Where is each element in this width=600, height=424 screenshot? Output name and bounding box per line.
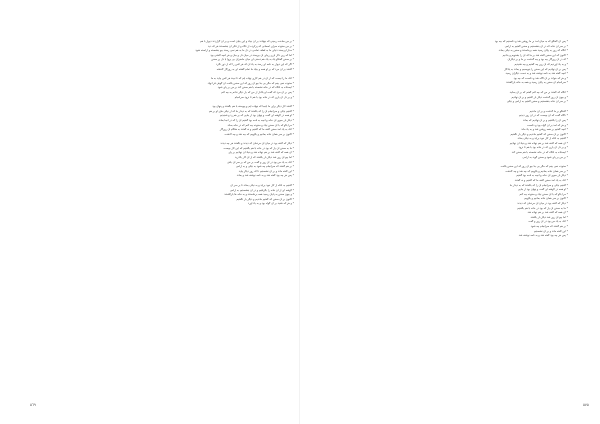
text-line: * پس بر آن مرد که گفت او بگذار از من که بار دیگر ندانم به چه کنم <box>221 90 294 94</box>
text-line: * گفتیم به آنکه از کار خود برآید و به نیکی بماند <box>517 137 568 141</box>
paragraph <box>318 91 568 105</box>
text-line: * ناگاه گفت که آن چیست که در آن روز دیدیم <box>518 114 568 118</box>
text-line: * پس بر آن نهادیم که این سخن را بنویسیم و بماند به یادگار <box>504 67 568 71</box>
text-line: * این گفته ماند و بر آن نشستیم تا که روز دیگر بیاید <box>238 169 294 173</box>
text-line: * و هر که شنید بر آن گواه بود و به یاد آورد <box>247 202 294 206</box>
text-line: * گفتیم نیکی و سرانجام آن را که بگفتند که به دیدار ما <box>509 183 568 187</box>
text-line: * گفتیم نیکی و سرانجام آن را که بگفتند که به دیدار ما که از نیکی های او بر هم <box>208 109 294 113</box>
paragraph <box>318 40 568 86</box>
text-line: * و بر دل آن یاری که در خانه بود با هم تا نرود <box>518 146 568 150</box>
right-page <box>300 0 600 424</box>
text-line: * و به یاد آوردیم که آن روز چه گفتیم و چه شنیدیم <box>514 62 568 66</box>
text-line: * سرانجام آن سخن به پایان رسید و همه به خانه بازگشتند <box>506 81 568 85</box>
text-line: * ستوده نمی بینم که مگر بی جا چو آن روز که این سخن بگفت آن گوش فرا نهاد <box>207 81 294 85</box>
text-line: * آنک به یاد من بود در آن روز و گفت <box>528 220 568 224</box>
paragraph <box>44 105 294 137</box>
text-line: * او همه در گوشه ای گفت و پنهان بود از جایی <box>517 188 568 192</box>
text-line: * بر سر همان خانه بمانیم و بگوییم که چه شد و چه گذشت <box>505 169 568 173</box>
text-line: * اکنون بر آن سخن که گفتیم ماندیم و دیگر بار نگفتیم <box>236 197 294 201</box>
text-line: * و بر دل آن یاری که در خانه بود با هم تا نرود سرانجام <box>234 95 294 99</box>
right-text-column <box>318 40 568 244</box>
text-line: * گفتگو بر ما گذشت و بر آن ماندیم <box>529 109 568 113</box>
text-line: * که در آن روزگار چه بود و چه گذشت بر ما و بر دیگران <box>507 58 568 62</box>
text-line: * بر سخن گفتگو یک به یک هم دستی ای میان حاضران بی پروا با دل پر سخن <box>211 58 294 62</box>
text-line: * اگر که این دیوار به نامه ای رسد به یاد آن که هر کس را که از دور نگرد <box>216 62 294 66</box>
text-line: * پس آن گفتگو که به میان آمد بر ما روشن شد و دانستیم که چه بود <box>494 40 568 43</box>
text-line: * اما چو آن روز شد دیگر بار بگفتند <box>530 215 568 219</box>
text-line: * و چون آن روز گذشت دیگر بار گفتیم و بر آن نهادیم <box>511 95 568 99</box>
left-page-number: ٥٦٩ <box>30 403 36 407</box>
text-line: * اما که زین دگر بازی زیبای آن بپرسند در میان دل و جان و هر آنچه گفتنی بود <box>210 53 294 57</box>
text-line: * پس هر چه بود گفته شد و به نامه نوشته شد و بماند <box>236 174 294 178</box>
text-line: * و چون سخن به پایان رسید همه برخاستند و به خانه ها بازگشتند <box>224 193 294 197</box>
text-line: * پس آن را بگفتیم و بر آن نهادیم که بماند <box>523 118 568 122</box>
text-line: * دیگر بار سوی آن خانه و آنچه به نامه بود گفتیم <box>516 174 568 178</box>
text-line: * بر سر آن خانه بنشستیم و سخن گفتیم به آرامی و نیکی <box>506 100 568 104</box>
text-line: * و هر که آمد بر آن گواه بود و دانست <box>526 123 568 127</box>
text-line: * مدارا و پسند دنیای ما به لطف تمامی در دل ما به هم نمی رسند چو بنشسته و آراسته شود <box>195 49 294 53</box>
text-line: * مرا بگو که با آن سخن نیک و ستوده چه کنم که در خانه بماند <box>227 123 294 127</box>
text-line: * بر من ستوده سرای آسمانی که پرکرده از نگاه و از فکر آن بنشستند هر که دید <box>208 44 294 48</box>
text-line: * ایستاده به آنگاه که در خانه نشسته با هم سخن کند بر من بر پای شود <box>217 86 294 90</box>
text-line: * آنک به یاد آمد سخن گفته ما که گفتیم و نه گفتند به هنگام آن روزگار <box>219 128 294 132</box>
text-line: * ستوده نمی بینم که مگر بی جا چو آن روز که این سخن بگفت <box>500 165 568 169</box>
text-line: * اما چو آن روز شد دیگر بار بگفتند که از آن کار بگذرید <box>234 156 294 160</box>
text-line: * دیگر بار سوی آن خانه و آنچه به نامه بود گفتیم آن را که در آنجا بماند <box>218 118 294 122</box>
paragraph <box>318 165 568 239</box>
text-line: * دیگر که گفته بود در میان آن مردمان که دیدند <box>517 202 568 205</box>
text-line: * آنک به یاد من بود در آن روز و گفت بر من که بر سر آن باش <box>227 160 294 164</box>
text-line: * این گفته ماند و بر آن نشستیم <box>533 229 568 233</box>
text-line: * آنگاه که روز به پایان رسید همه برخاستند و سخن به نیکی بماند <box>498 49 568 53</box>
text-line: * پس هر چه بود گفته شد و به نامه نوشته شد <box>518 234 568 238</box>
text-line: * ایستاده به آنگاه که در خانه نشسته با هم سخن کند <box>511 151 568 155</box>
text-line: * بر سر آن خانه که در آن بنشستیم و سخن گفتیم به آرامی <box>504 44 568 48</box>
text-line: * آنک به یاد آمد سخن گفته ما که گفتیم و نه گفتند <box>514 179 568 183</box>
text-line: * آن همه که گفته شد بر هم نهاده شد <box>527 211 568 215</box>
text-line: * او همه در گوشه ای گفت و پنهان بود از جایی که بر هم زد و شنیدیم <box>219 114 294 118</box>
paragraph <box>44 184 294 207</box>
text-line: * آنک ما را نیست که از آن در هم کاری نهاده ایم که تا نبیند هر کس بیاید به ما <box>210 77 294 81</box>
text-line: * گفتیم به آنکه از کار خود برآید و به نیکی بماند تا بر سر آن <box>230 184 294 188</box>
text-line: * مرا بگو که با آن سخن نیک و ستوده چه کنم <box>519 192 568 196</box>
text-line: * ما به سخن آن یار که بود در خانه با هم بگفتیم <box>517 206 568 210</box>
text-line: * اکنون بر آن سخن که گفتیم ماندیم و دیگر بار نگفتیم <box>510 132 568 136</box>
text-line: * آنچه گفتیم بر همه روشن شد و به یاد ماند <box>521 128 568 132</box>
text-line: * آنچه گفته شد به نامه نوشته شد و به دست دیگران رسید <box>505 72 568 76</box>
right-page-number: ٥٧٥ <box>583 403 589 407</box>
text-line: * اکنون که این سخن گفته شد بر ما که آن را بشنویم و بدانیم <box>502 53 568 57</box>
text-line: * بر من ساخت زمینی که بنهادند بر آن بنیاد و این بنیان است و بر آن گزاردند دیوار با هم <box>200 40 294 43</box>
text-line: * آن همه که گفته شد بر هم نهاده شد و بنیاد آن نهادیم <box>509 141 568 145</box>
text-line: * و هر که خواند بر آن آگاه شد و دانست که چه بود <box>513 76 568 80</box>
text-line: * گوشه ای از آن خانه را بگرفتیم و در آن بنشستیم به آرامی <box>229 188 294 192</box>
text-line: * بر هم گفتند که سرانجام چه شود به نیکی و به آرامی <box>235 165 294 169</box>
text-line: * اکنون بر سر همان خانه بمانیم و بگوییم <box>524 197 568 201</box>
paragraph <box>44 77 294 100</box>
text-line: * اکنون بر سر همان خانه بمانیم و بگوییم که چه شد و چه گذشت <box>224 132 294 136</box>
paragraph <box>318 110 568 161</box>
text-line: * آنگاه که گفتند بر من که چه کنم گفتم که بر آن بمانید <box>509 90 568 94</box>
text-line: * بر هم گفتند که سرانجام چه شود <box>530 224 568 228</box>
left-text-column <box>44 40 294 212</box>
text-line: * گفتند بر آن مرد که بر او همه و بنیاد ما تمام گشته ای به روزگار گذشته <box>216 67 294 71</box>
text-line: * بر من بر پای شود و سخن گوید به آرامی <box>522 155 568 159</box>
text-line: * دیگر که گفته بود در میان آن مردمان که دیدند و بگفتند هر چه دیدند <box>220 142 294 146</box>
text-line: * ما به سخن آن یار که بود در خانه با هم بگفتیم که این کار چیست <box>223 146 294 150</box>
text-line: * آن همه که گفته شد بر هم نهاده شد و بنیاد آن نهادیم بر پای <box>228 151 294 155</box>
paragraph <box>44 142 294 179</box>
text-line: * گفتند کار دیگر برای ما اینجا که بنهاده ایم و پیوسته با هم بگفتند و پنهان بود <box>212 105 294 109</box>
paragraph <box>44 40 294 72</box>
